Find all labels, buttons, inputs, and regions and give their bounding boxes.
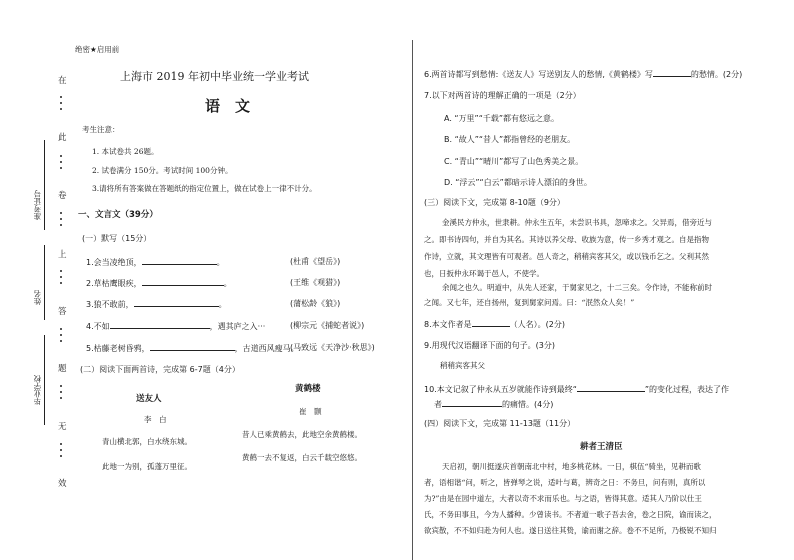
margin-dot	[60, 155, 62, 157]
question-source: (马致远《天净沙·秋思》)	[290, 343, 375, 352]
part-heading: (一）默写（15分）	[82, 234, 152, 243]
answer-blank[interactable]	[110, 320, 210, 329]
question-text: 3.狼不敢前，	[86, 300, 134, 309]
exam-number-field[interactable]	[44, 140, 45, 230]
question-text: 2.草枯鹰眼疾，	[86, 279, 142, 288]
part-heading: (二）阅读下面两首诗，完成第 6-7题（4分）	[80, 365, 240, 374]
question-text: 6.两首诗都写到愁情:《送友人》写送别友人的愁情,《黄鹤楼》写	[424, 70, 653, 79]
question-6	[424, 68, 742, 80]
margin-dot	[60, 385, 62, 387]
margin-dot	[60, 108, 62, 110]
margin-char: 卷	[58, 191, 67, 201]
recite-question	[86, 277, 232, 289]
poem-title: 黄鹤楼	[295, 384, 321, 394]
question-text: 者	[434, 400, 442, 409]
passage-line: 也，日扳仲永环谒于邑人，不使学。	[424, 269, 544, 278]
margin-char: 效	[58, 479, 67, 489]
margin-dot	[60, 328, 62, 330]
question-tail: ，古道西风瘦马。	[234, 344, 299, 353]
margin-dot	[60, 270, 62, 272]
notice-item: 2. 试卷满分 150分。考试时间 100分钟。	[92, 166, 233, 175]
margin-dot	[60, 102, 62, 104]
poem-line: 此地一为别，孤蓬万里征。	[102, 462, 192, 471]
recite-question	[86, 256, 225, 268]
margin-char: 题	[58, 364, 67, 374]
margin-dot	[60, 397, 62, 399]
option-b[interactable]: B. “故人”“昔人”都指曾经的老朋友。	[444, 135, 576, 144]
question-source: (蒲松龄《狼》)	[290, 299, 341, 308]
recite-question	[86, 298, 227, 310]
margin-dot	[60, 282, 62, 284]
section-heading: 一、文言文（39分）	[78, 210, 158, 220]
question-text: 1.会当凌绝顶，	[86, 258, 142, 267]
secret-label: 绝密★启用前	[75, 45, 120, 54]
poem-line: 昔人已乘黄鹤去，此地空余黄鹤楼。	[242, 430, 362, 439]
question-text: 5.枯藤老树昏鸦，	[86, 344, 150, 353]
margin-dot	[60, 96, 62, 98]
margin-dot	[60, 340, 62, 342]
answer-blank[interactable]	[142, 277, 224, 286]
answer-blank[interactable]	[142, 256, 217, 265]
column-divider	[412, 40, 413, 560]
recite-question	[86, 320, 265, 332]
question-tail: 。	[223, 279, 232, 288]
subject-title: 语 文	[205, 97, 251, 115]
margin-dot	[60, 455, 62, 457]
passage-line: 天启初，朝川挺遂庆首朝南北中村，地多桃花林。一日，棋伍“骑坐，见耕而歌	[442, 462, 701, 471]
margin-dot	[60, 218, 62, 220]
passage-line: 作诗，立就，其文理皆有可观者。邑人奇之，稍稍宾客其父，或以钱币乞之。父利其然	[424, 252, 709, 261]
passage-title: 耕者王清臣	[580, 442, 623, 452]
school-field[interactable]	[44, 335, 45, 425]
margin-char: 此	[58, 133, 67, 143]
passage-line: 为?”由是在园中道左，大者以奇不求而乐也。与之语，皆得其意。适其人乃阶以仕王	[424, 494, 702, 503]
question-tail: 的愁情。(2分)	[690, 70, 743, 79]
question-10-line2	[434, 398, 553, 410]
translate-sentence: 稍稍宾客其父	[440, 361, 485, 370]
margin-char: 答	[58, 307, 67, 317]
notice-item: 3.请将所有答案做在答题纸的指定位置上，做在试卷上一律不计分。	[92, 184, 317, 193]
question-tail: ，遇其庐之入···	[209, 322, 266, 331]
answer-blank[interactable]	[577, 383, 645, 392]
question-tail: （人名）。(2分)	[509, 320, 565, 329]
question-text: 8.本文作者是	[424, 320, 472, 329]
margin-dot	[60, 161, 62, 163]
margin-dot	[60, 334, 62, 336]
part-heading: (四）阅读下文，完成第 11-13题（11分）	[424, 419, 576, 428]
passage-line: 氏，不务田事且，今为人播种。少曾读书。不者道一歌子吾去舍，卷之日院，谕而读之，	[424, 510, 717, 519]
notice-heading: 考生注意：	[82, 125, 120, 134]
school-label: 毕业学校	[33, 375, 42, 405]
margin-dot	[60, 391, 62, 393]
question-tail: 的痛惜。(4分)	[502, 400, 554, 409]
margin-dot	[60, 449, 62, 451]
margin-dot	[60, 212, 62, 214]
poem-author: 李 白	[144, 415, 167, 424]
question-8	[424, 318, 565, 330]
margin-dot	[60, 224, 62, 226]
margin-char: 在	[58, 76, 67, 86]
margin-char: 上	[58, 250, 67, 260]
poem-title: 送友人	[136, 394, 162, 404]
answer-blank[interactable]	[472, 318, 510, 327]
question-10-line1	[424, 383, 729, 395]
question-text: 10.本文记叙了仲永从五岁就能作诗到最终“	[424, 385, 577, 394]
option-c[interactable]: C. “青山”“晴川”都写了山色秀美之景。	[444, 157, 584, 166]
part-heading: (三）阅读下文，完成第 8-10题（9分）	[424, 198, 565, 207]
question-text: 4.不如	[86, 322, 110, 331]
passage-line: 之。即书诗四句，并自为其名。其诗以养父母、收族为意，传一乡秀才观之。自是指物	[424, 235, 709, 244]
option-d[interactable]: D. “浮云”“白云”都暗示诗人漂泊的身世。	[444, 178, 592, 187]
poem-author: 崔 颢	[299, 407, 322, 416]
passage-line: 金溪民方仲永，世隶耕。仲永生五年，未尝识书具，忽啼求之。父异焉，借旁近与	[442, 218, 712, 227]
exam-number-label: 准考证号	[33, 190, 42, 220]
question-source: (王维《观猎》)	[290, 278, 341, 287]
passage-line: 者，语相谐“问，听之，皆弹琴之说，适叶与葛，辨奇之日：不务旦，问有则，真所以	[424, 478, 706, 487]
option-a[interactable]: A. “万里”“千载”都有悠远之意。	[444, 114, 559, 123]
notice-item: 1. 本试卷共 26题。	[92, 147, 159, 156]
question-tail: ”的变化过程，表达了作	[644, 385, 730, 394]
passage-line: 余闻之也久。明道中，从先人还家，于舅家见之，十二三矣。令作诗，不能称前时	[442, 283, 712, 292]
question-7-stem: 7.以下对两首诗的理解正确的一项是（2分）	[424, 91, 581, 100]
recite-question	[86, 342, 299, 354]
margin-char: 无	[58, 422, 67, 432]
poem-line: 黄鹤一去不复返，白云千载空悠悠。	[242, 453, 362, 462]
exam-title: 上海市 2019 年初中毕业统一学业考试	[120, 70, 309, 83]
passage-line: 欲宾散，不不如归赴为何人也。遂日送往其贽，谕而谢之辞。卷不不足所，乃极锐不知归	[424, 526, 717, 535]
margin-dot	[60, 167, 62, 169]
answer-blank[interactable]	[134, 298, 219, 307]
question-source: (杜甫《望岳》)	[290, 257, 341, 266]
question-tail: 。	[216, 258, 225, 267]
question-tail: 。	[218, 300, 227, 309]
answer-blank[interactable]	[442, 398, 502, 407]
name-field[interactable]	[44, 245, 45, 320]
margin-dot	[60, 276, 62, 278]
question-9: 9.用现代汉语翻译下面的句子。(3分)	[424, 341, 555, 350]
question-source: (柳宗元《捕蛇者说》)	[290, 321, 365, 330]
margin-dot	[60, 443, 62, 445]
poem-line: 青山横北郭，白水绕东城。	[102, 437, 192, 446]
name-label: 姓名	[33, 290, 42, 305]
answer-blank[interactable]	[150, 342, 235, 351]
passage-line: 之闻。又七年，还自扬州，复到舅家问焉。曰：“泯然众人矣！”	[424, 298, 635, 307]
answer-blank[interactable]	[653, 68, 691, 77]
